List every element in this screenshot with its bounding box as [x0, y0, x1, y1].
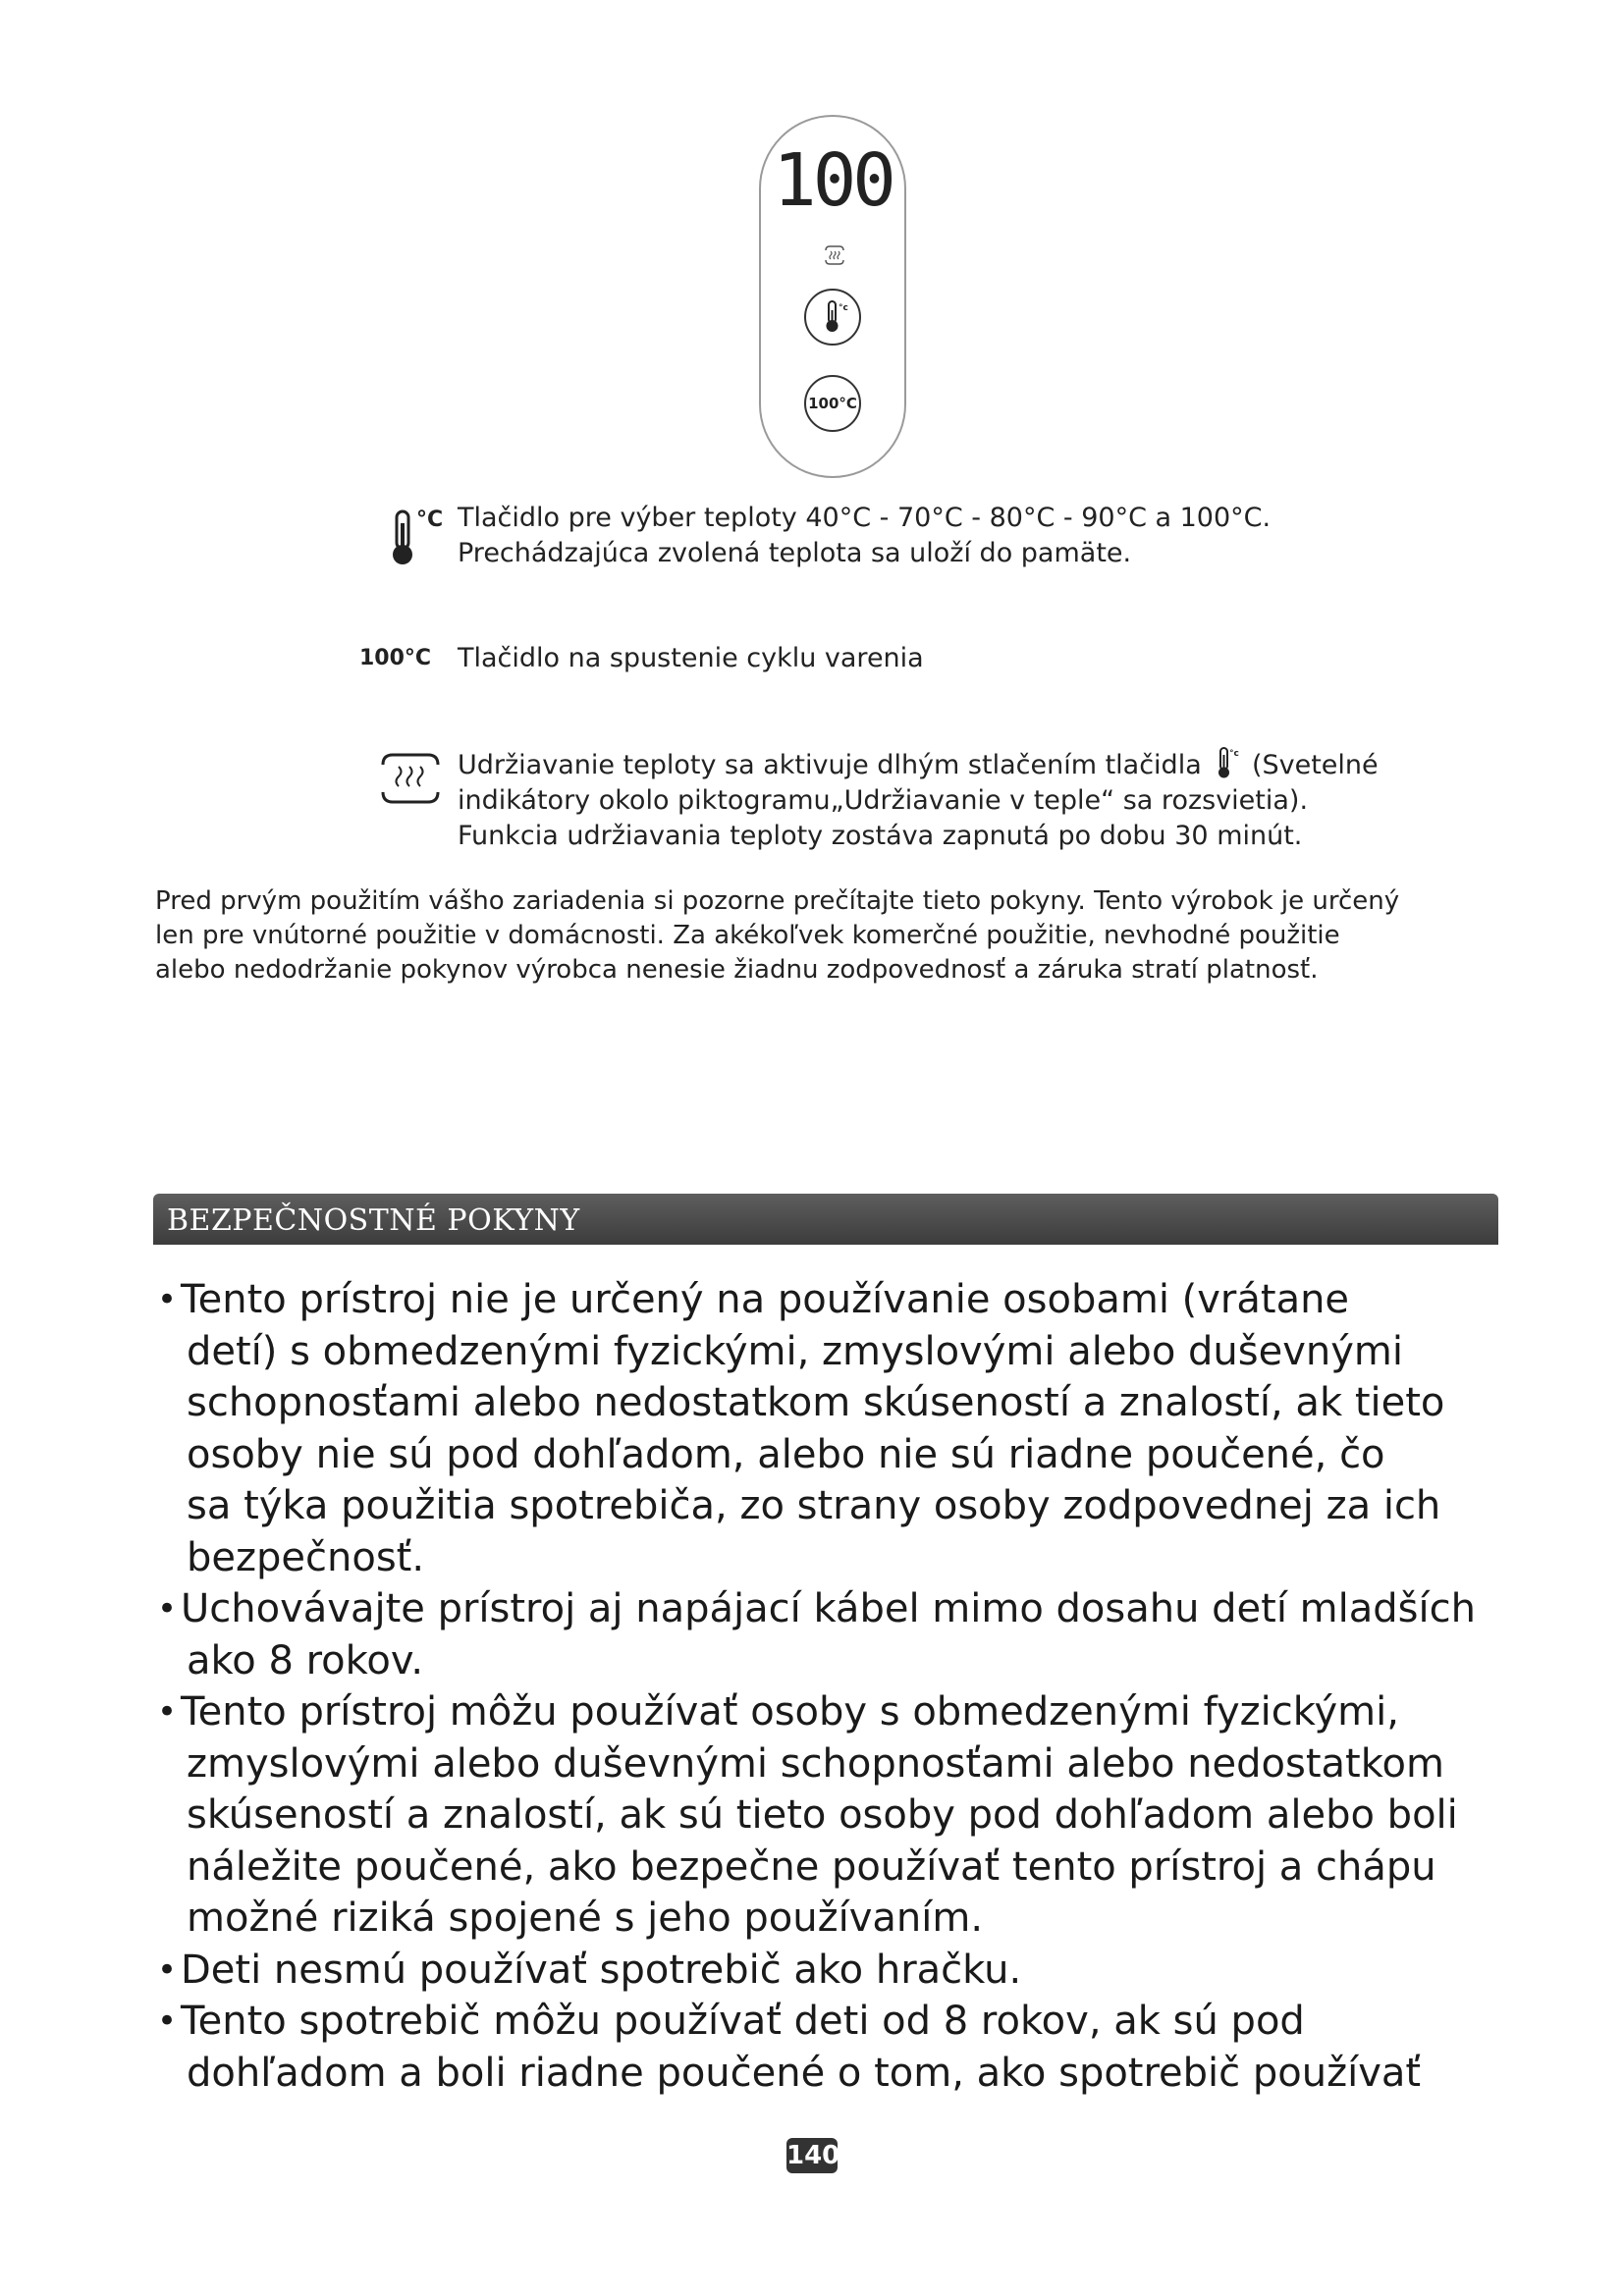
keep-warm-indicator-icon [823, 244, 846, 266]
text-line: skúseností a znalostí, ak sú tieto osoby pod dohľadom alebo boli [187, 1792, 1458, 1838]
list-item [157, 1945, 1532, 1997]
page-number: 140 [786, 2138, 838, 2173]
text-line: sa týka použitia spotrebiča, zo strany osoby zodpovednej za ich [187, 1483, 1441, 1528]
thermometer-icon [1216, 746, 1241, 779]
keep-warm-line1-end: (Svetelné [1251, 750, 1379, 780]
text-line: Prechádzajúca zvolená teplota sa uloží do pamäte. [458, 538, 1132, 568]
keep-warm-description [458, 746, 1379, 854]
text-line: osoby nie sú pod dohľadom, alebo nie sú riadne poučené, čo [187, 1431, 1385, 1477]
text-line: • Deti nesmú používať spotrebič ako hračku. [181, 1947, 1022, 1993]
temperature-select-button[interactable] [804, 289, 861, 346]
text-line: Pred prvým použitím vášho zariadenia si pozorne prečítajte tieto pokyny. Tento výrobok je určený [155, 886, 1400, 916]
temperature-display: 100 [773, 138, 893, 223]
text-line: • Uchovávajte prístroj aj napájací kábel mimo dosahu detí mladších [181, 1586, 1476, 1631]
text-line: dohľadom a boli riadne poučené o tom, ako spotrebič používať [187, 2050, 1422, 2096]
control-panel-illustration [759, 115, 906, 478]
svg-text:°c: °c [839, 303, 848, 313]
text-line: indikátory okolo piktogramu„Udržiavanie v teple“ sa rozsvietia). [458, 785, 1309, 816]
keep-warm-icon [379, 749, 442, 808]
text-line: ako 8 rokov. [187, 1637, 424, 1683]
intro-paragraph [155, 884, 1530, 988]
text-line: bezpečnosť. [187, 1534, 425, 1580]
boil-button-description: Tlačidlo na spustenie cyklu varenia [458, 643, 924, 673]
list-item [157, 1274, 1532, 1583]
section-title: BEZPEČNOSTNÉ POKYNY [167, 1203, 580, 1238]
text-line: len pre vnútorné použitie v domácnosti. Za akékoľvek komerčné použitie, nevhodné použitie [155, 921, 1340, 950]
text-line: • Tento prístroj nie je určený na používanie osobami (vrátane [181, 1277, 1350, 1322]
text-line: Tlačidlo pre výber teploty 40°C - 70°C - 80°C - 90°C a 100°C. [458, 503, 1272, 533]
temp-button-description [458, 501, 1271, 571]
text-line [458, 746, 1379, 783]
list-item [157, 1686, 1532, 1945]
text-line: možné riziká spojené s jeho používaním. [187, 1896, 984, 1941]
list-item [157, 1583, 1532, 1686]
section-heading-bar [153, 1194, 1498, 1245]
list-item [157, 1996, 1532, 2099]
boil-start-button[interactable] [804, 375, 861, 432]
temp-unit-label: °C [416, 507, 444, 532]
keep-warm-line1-start: Udržiavanie teploty sa aktivuje dlhým stlačením tlačidla [458, 750, 1202, 780]
thermometer-icon [806, 291, 859, 344]
text-line: náležite poučené, ako bezpečne používať tento prístroj a chápu [187, 1843, 1436, 1890]
safety-instructions-list [157, 1274, 1532, 2099]
text-line: zmyslovými alebo duševnými schopnosťami alebo nedostatkom [187, 1740, 1444, 1787]
text-line: schopnosťami alebo nedostatkom skúseností a znalostí, ak tieto [187, 1380, 1445, 1425]
text-line: • Tento prístroj môžu používať osoby s obmedzenými fyzickými, [181, 1689, 1399, 1735]
svg-text:°c: °c [1229, 749, 1240, 759]
boil-start-button-label: 100°C [808, 395, 857, 412]
text-line: • Tento spotrebič môžu používať deti od 8 rokov, ak sú pod [181, 1999, 1305, 2044]
text-line: Funkcia udržiavania teploty zostáva zapnutá po dobu 30 minút. [458, 821, 1303, 851]
text-line: alebo nedodržanie pokynov výrobca nenesie žiadnu zodpovednosť a záruka stratí platnosť. [155, 955, 1319, 985]
text-line: detí) s obmedzenými fyzickými, zmyslovými alebo duševnými [187, 1328, 1403, 1374]
boil-button-label: 100°C [359, 646, 432, 670]
